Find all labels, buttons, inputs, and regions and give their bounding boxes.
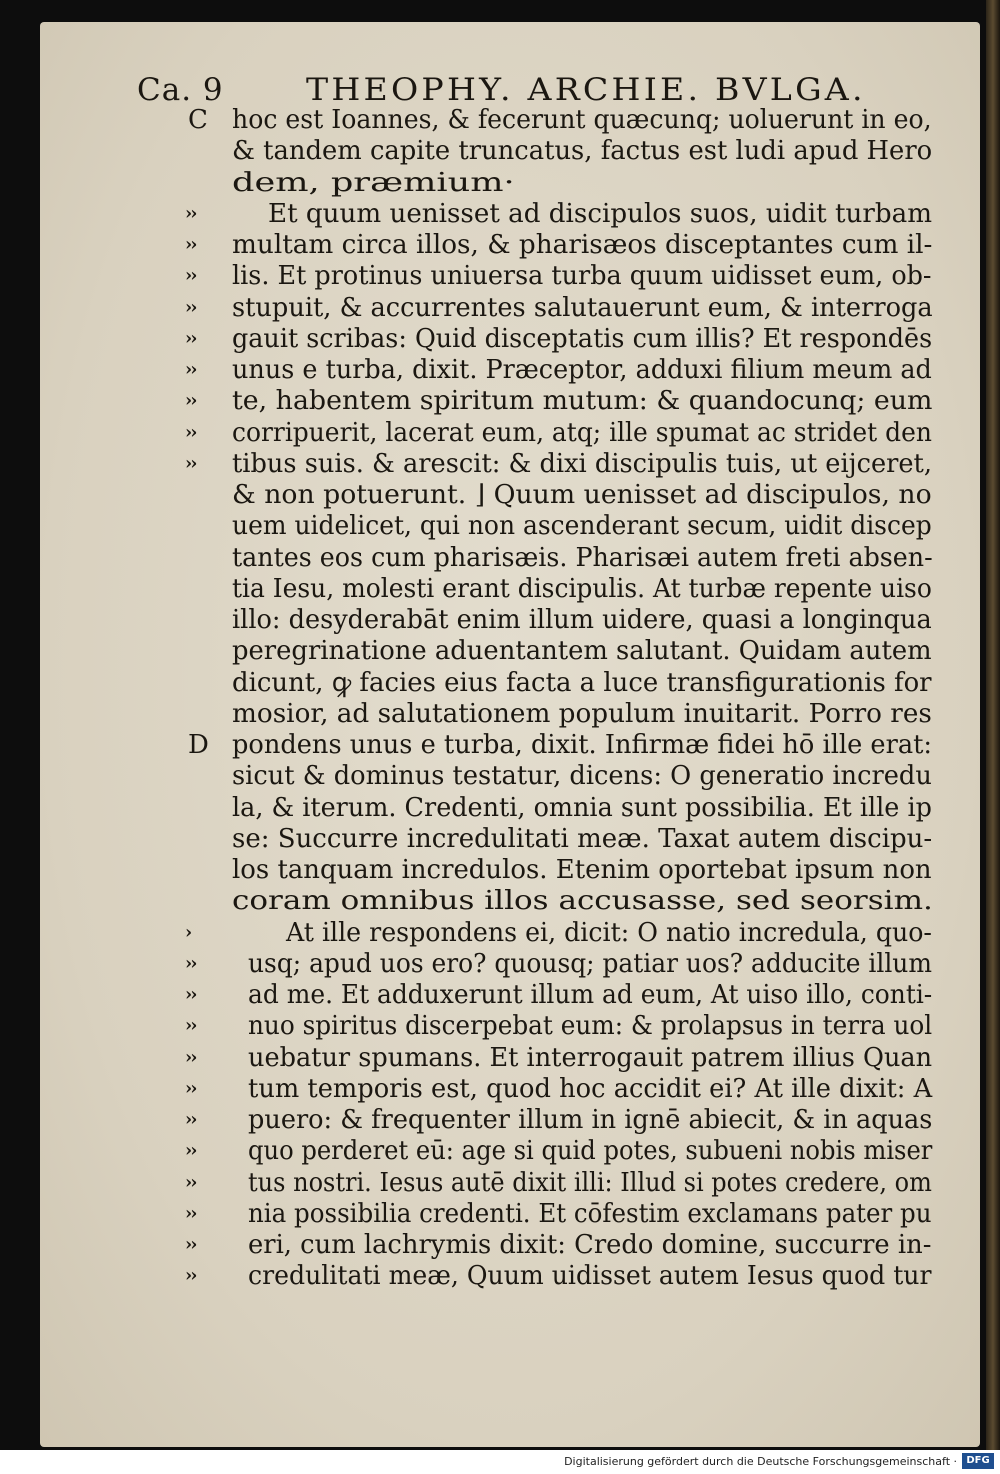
text-line (40, 1104, 980, 1136)
line-text: peregrinatione aduentantem salutant. Quidam autem (232, 636, 932, 667)
text-line (40, 885, 980, 917)
margin-mark: ›› (185, 296, 196, 318)
line-text: tia Iesu, molesti erant discipulis. At turbæ repente uiso (232, 573, 932, 604)
book-page (40, 22, 980, 1447)
margin-mark: ›› (185, 234, 196, 255)
text-line (40, 354, 980, 386)
line-text: sicut & dominus testatur, dicens: O generatio incredu (232, 761, 932, 792)
line-text: usq; apud uos ero? quousq; patiar uos? adducite illum (248, 948, 932, 979)
line-text: & non potuerunt. ⌋ Quum uenisset ad discipulos, no (232, 480, 932, 510)
margin-mark: › (185, 921, 191, 943)
text-line (40, 948, 980, 980)
footer-bar (0, 1450, 1000, 1474)
text-line (40, 979, 980, 1011)
text-line (40, 1042, 980, 1074)
margin-mark: C (188, 105, 208, 135)
line-text: pondens unus e turba, dixit. Infirmæ fidei hō ille erat: (232, 730, 933, 760)
running-title: THEOPHY. ARCHIE. BVLGA. (306, 72, 866, 108)
margin-mark: ›› (185, 1171, 196, 1193)
text-line (40, 198, 980, 230)
dfg-logo: DFG (962, 1453, 994, 1469)
text-line (40, 760, 980, 792)
running-head (40, 22, 980, 108)
line-text: lis. Et protinus uniuersa turba quum uidisset eum, ob- (232, 261, 932, 292)
margin-mark: ›› (185, 984, 196, 1005)
text-line (40, 917, 980, 949)
text-line (40, 167, 980, 199)
text-line (40, 542, 980, 574)
text-line (40, 635, 980, 667)
margin-mark: ›› (185, 265, 196, 287)
line-text: mosior, ad salutationem populum inuitarit. Porro res (232, 698, 932, 729)
margin-mark: ›› (185, 1015, 196, 1037)
text-line (40, 698, 980, 730)
line-text: uem uidelicet, qui non ascenderant secum, uidit discep (232, 511, 932, 542)
text-line (40, 510, 980, 542)
margin-mark: ›› (185, 359, 196, 380)
line-text: tum temporis est, quod hoc accidit ei? At ille dixit: A (248, 1073, 933, 1104)
text-line (40, 667, 980, 699)
margin-mark: ›› (185, 452, 196, 474)
line-text: stupuit, & accurrentes salutauerunt eum, & interroga (232, 292, 933, 323)
book-spine-edge (986, 0, 1000, 1450)
text-line (40, 417, 980, 449)
text-line (40, 104, 980, 136)
margin-mark: ›› (185, 421, 196, 443)
text-line (40, 229, 980, 261)
line-text: tantes eos cum pharisæis. Pharisæi autem freti absen- (232, 542, 933, 573)
line-text: tus nostri. Iesus autē dixit illi: Illud si potes credere, om (248, 1167, 932, 1198)
line-text: nuo spiritus discerpebat eum: & prolapsus in terra uol (248, 1011, 933, 1042)
line-text: puero: & frequenter illum in ignē abiecit, & in aquas (248, 1105, 933, 1135)
text-line (40, 823, 980, 855)
chapter-number: Ca. 9 (137, 72, 224, 108)
line-text: illo: desyderabāt enim illum uidere, quasi a longinqua (232, 605, 932, 635)
margin-mark: ›› (185, 1046, 196, 1068)
text-line (40, 260, 980, 292)
margin-mark: D (188, 730, 209, 760)
line-text: se: Succurre incredulitati meæ. Taxat autem discipu- (232, 823, 933, 854)
margin-mark: ›› (185, 202, 196, 224)
text-line (40, 792, 980, 824)
text-line (40, 448, 980, 480)
margin-mark: ›› (185, 390, 196, 412)
line-text: tibus suis. & arescit: & dixi discipulis tuis, ut eijceret, (232, 448, 933, 479)
line-text: los tanquam incredulos. Etenim oportebat ipsum non (232, 855, 932, 885)
line-text: gauit scribas: Quid disceptatis cum illis? Et respondēs (232, 323, 933, 354)
margin-mark: ›› (185, 952, 196, 974)
line-text: nia possibilia credenti. Et cōfestim exclamans pater pu (248, 1198, 932, 1229)
margin-mark: ›› (185, 1265, 196, 1287)
text-line (40, 323, 980, 355)
margin-mark: ›› (185, 1202, 196, 1224)
text-line (40, 479, 980, 511)
text-line (40, 292, 980, 324)
line-text: credulitati meæ, Quum uidisset autem Iesus quod tur (248, 1261, 932, 1292)
margin-mark: ›› (185, 327, 196, 349)
line-text: ad me. Et adduxerunt illum ad eum, At uiso illo, conti- (248, 980, 933, 1010)
line-text: quo perderet eū: age si quid potes, subueni nobis miser (248, 1136, 933, 1167)
line-text: eri, cum lachrymis dixit: Credo domine, succurre in- (248, 1230, 932, 1260)
text-line (40, 385, 980, 417)
text-line (40, 604, 980, 636)
line-text: la, & iterum. Credenti, omnia sunt possibilia. Et ille ip (232, 792, 932, 823)
line-text: te, habentem spiritum mutum: & quandocunq; eum (232, 386, 933, 417)
text-line (40, 1167, 980, 1199)
margin-mark: ›› (185, 1140, 196, 1162)
text-line (40, 135, 980, 167)
margin-mark: ›› (185, 1077, 196, 1099)
text-line (40, 729, 980, 761)
margin-mark: ›› (185, 1109, 196, 1130)
line-text: unus e turba, dixit. Præceptor, adduxi filium meum ad (232, 355, 932, 385)
line-text: uebatur spumans. Et interrogauit patrem illius Quan (248, 1042, 933, 1073)
text-line (40, 1198, 980, 1230)
text-line (40, 854, 980, 886)
line-text: hoc est Ioannes, & fecerunt quæcunq; uoluerunt in eo, (232, 105, 932, 135)
text-line (40, 1229, 980, 1261)
text-line (40, 1135, 980, 1167)
line-text: Et quum uenisset ad discipulos suos, uidit turbam (268, 198, 933, 229)
funding-note: Digitalisierung gefördert durch die Deutsche Forschungsgemeinschaft · (564, 1455, 957, 1468)
text-line (40, 1260, 980, 1292)
line-text: corripuerit, lacerat eum, atq; ille spumat ac stridet den (232, 417, 932, 448)
line-text: dem, præmium· (232, 167, 515, 198)
line-text: At ille respondens ei, dicit: O natio incredula, quo- (286, 917, 932, 948)
line-text: multam circa illos, & pharisæos disceptantes cum il- (232, 230, 933, 260)
text-line (40, 573, 980, 605)
text-line (40, 1010, 980, 1042)
line-text: dicunt, ꝙ facies eius facta a luce transfigurationis for (232, 667, 932, 698)
line-text: & tandem capite truncatus, factus est ludi apud Hero (232, 136, 933, 167)
line-text: coram omnibus illos accusasse, sed seorsim. (232, 886, 933, 917)
margin-mark: ›› (185, 1234, 196, 1255)
text-line (40, 1073, 980, 1105)
